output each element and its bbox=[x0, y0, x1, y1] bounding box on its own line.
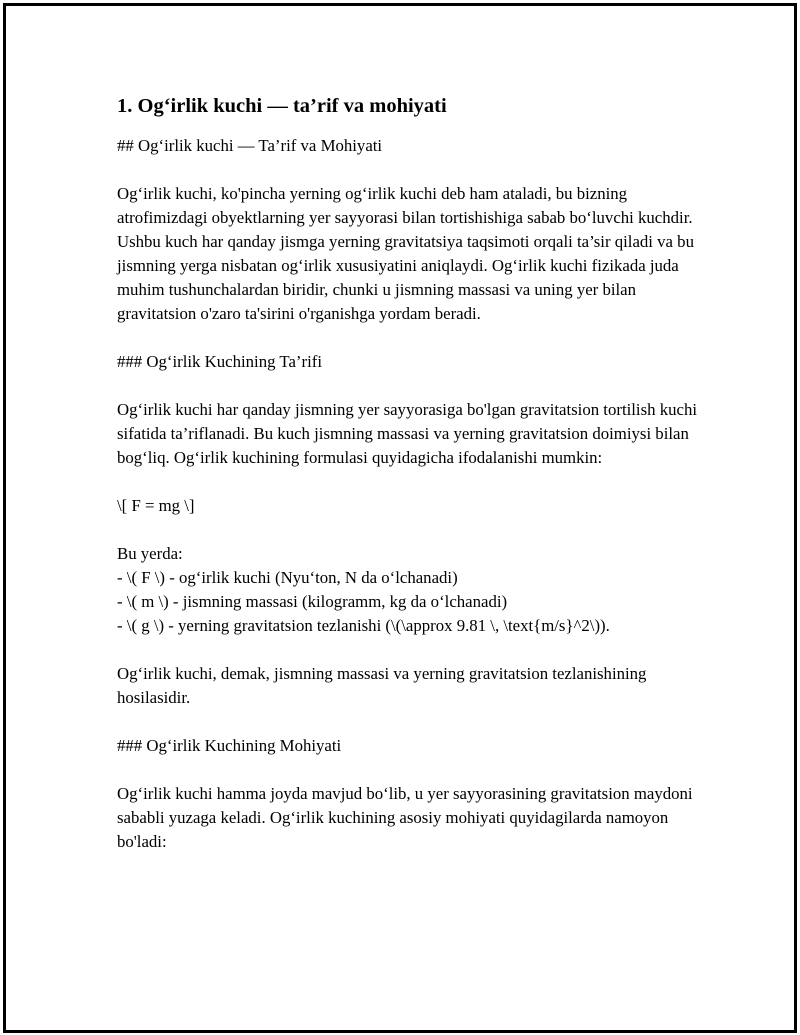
subsection-heading-essence: ### Og‘irlik Kuchining Mohiyati bbox=[117, 736, 342, 755]
document-title: 1. Og‘irlik kuchi — ta’rif va mohiyati bbox=[117, 95, 447, 117]
blank-line bbox=[117, 710, 697, 734]
section-heading: ## Og‘irlik kuchi — Ta’rif va Mohiyati bbox=[117, 136, 383, 155]
blank-line bbox=[117, 158, 697, 182]
list-item: - \( F \) - og‘irlik kuchi (Nyu‘ton, N da o‘lchanadi) bbox=[117, 568, 458, 587]
blank-line bbox=[117, 326, 697, 350]
list-intro: Bu yerda: bbox=[117, 544, 183, 563]
paragraph-definition: Og‘irlik kuchi har qanday jismning yer sayyorasiga bo'lgan gravitatsion tortilish kuchi sifatida ta’riflanadi. Bu kuch jismning massasi va yerning gravitatsion doimiysi bilan bog‘liq. Og‘irlik kuchining formulasi quyidagicha ifodalanishi mumkin: bbox=[117, 400, 697, 467]
blank-line bbox=[117, 758, 697, 782]
blank-line bbox=[117, 374, 697, 398]
paragraph-conclusion: Og‘irlik kuchi, demak, jismning massasi va yerning gravitatsion tezlanishining hosilasidir. bbox=[117, 664, 647, 707]
list-item: - \( m \) - jismning massasi (kilogramm, kg da o‘lchanadi) bbox=[117, 592, 508, 611]
paragraph-intro: Og‘irlik kuchi, ko'pincha yerning og‘irlik kuchi deb ham ataladi, bu bizning atrofimizdagi obyektlarning yer sayyorasi bilan tortishishiga sabab bo‘luvchi kuchdir. Ushbu kuch har qanday jismga yerning gravitatsiya taqsimoti orqali ta’sir qiladi va bu jismning yerga nisbatan og‘irlik xususiyatini aniqlaydi. Og‘irlik kuchi fizikada juda muhim tushunchalardan biridir, chunki u jismning massasi va uning yer bilan gravitatsion o'zaro ta'sirini o'rganishga yordam beradi. bbox=[117, 184, 694, 323]
blank-line bbox=[117, 518, 697, 542]
blank-line bbox=[117, 638, 697, 662]
blank-line bbox=[117, 470, 697, 494]
document-body bbox=[117, 92, 697, 854]
paragraph-essence: Og‘irlik kuchi hamma joyda mavjud bo‘lib, u yer sayyorasining gravitatsion maydoni sababli yuzaga keladi. Og‘irlik kuchining asosiy mohiyati quyidagilarda namoyon bo'ladi: bbox=[117, 784, 693, 851]
formula-line: \[ F = mg \] bbox=[117, 496, 195, 515]
subsection-heading-definition: ### Og‘irlik Kuchining Ta’rifi bbox=[117, 352, 322, 371]
list-item: - \( g \) - yerning gravitatsion tezlanishi (\(\approx 9.81 \, \text{m/s}^2\)). bbox=[117, 616, 610, 635]
